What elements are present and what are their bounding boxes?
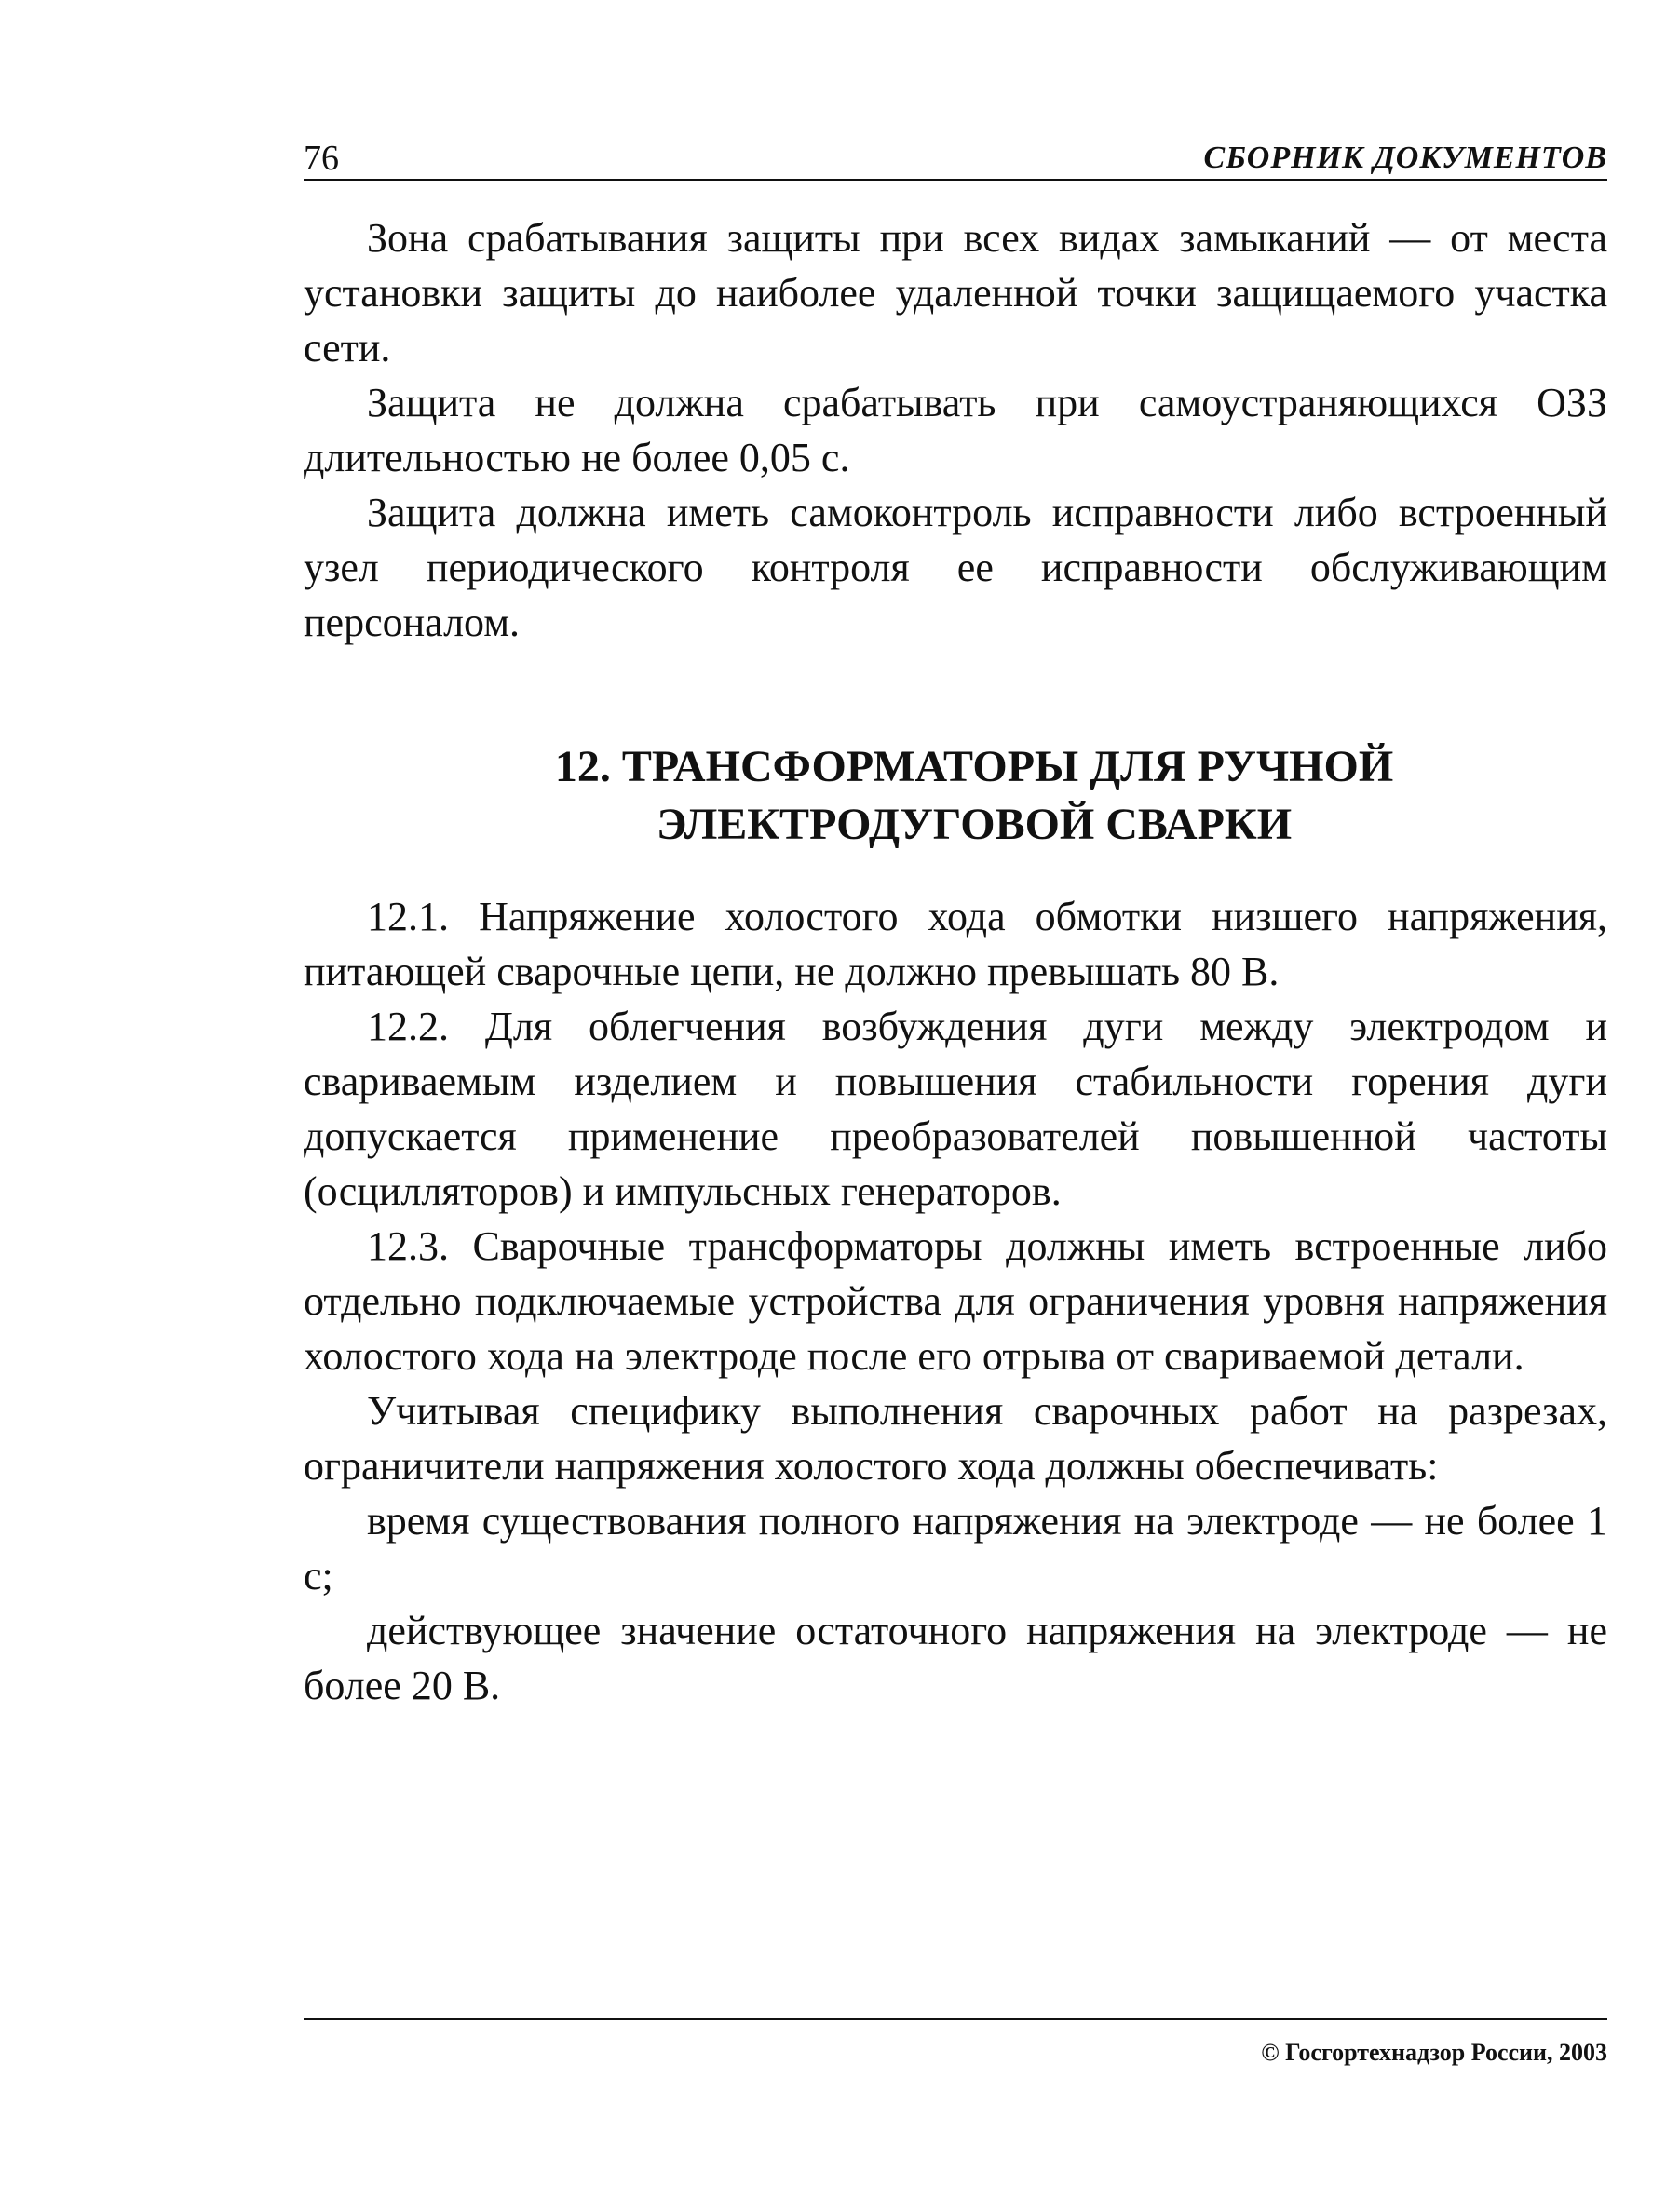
section-heading-line-2: ЭЛЕКТРОДУГОВОЙ СВАРКИ [656,800,1293,849]
footer-rule [304,2018,1607,2020]
section-heading [304,738,1607,854]
page-body [304,210,1607,1713]
paragraph: Зона срабатывания защиты при всех видах замыканий — от места установки защиты до наиболее удаленной точки защищаемого участка сети. [304,215,1607,371]
page-number: 76 [304,139,339,178]
paragraph: Защита не должна срабатывать при самоустраняющихся ОЗЗ длительностью не более 0,05 с. [304,380,1607,480]
paragraph: действующее значение остаточного напряжения на электроде — не более 20 В. [304,1608,1607,1708]
page-footer [304,2018,1607,2093]
running-title: СБОРНИК ДОКУМЕНТОВ [1203,141,1607,175]
copyright-notice: © Госгортехнадзор России, 2003 [1261,2039,1607,2066]
header-rule [304,179,1607,181]
paragraph: Учитывая специфику выполнения сварочных работ на разрезах, ограничители напряжения холостого хода должны обеспечивать: [304,1388,1607,1489]
paragraph: время существования полного напряжения на электроде — не более 1 с; [304,1498,1607,1598]
paragraph: 12.2. Для облегчения возбуждения дуги между электродом и свариваемым изделием и повышения стабильности горения дуги допускается применение преобразователей повышенной частоты (осцилляторов) и импульсных генераторов. [304,1004,1607,1214]
paragraph: 12.3. Сварочные трансформаторы должны иметь встроенные либо отдельно подключаемые устройства для ограничения уровня напряжения холостого хода на электроде после его отрыва от свариваемой детали. [304,1223,1607,1379]
paragraph: 12.1. Напряжение холостого хода обмотки низшего напряжения, питающей сварочные цепи, не должно превышать 80 В. [304,894,1607,994]
section-heading-line-1: 12. ТРАНСФОРМАТОРЫ ДЛЯ РУЧНОЙ [554,742,1394,791]
paragraph: Защита должна иметь самоконтроль исправности либо встроенный узел периодического контроля ее исправности обслуживающим персоналом. [304,490,1607,645]
page-header [304,130,1607,179]
document-page [304,130,1607,1708]
